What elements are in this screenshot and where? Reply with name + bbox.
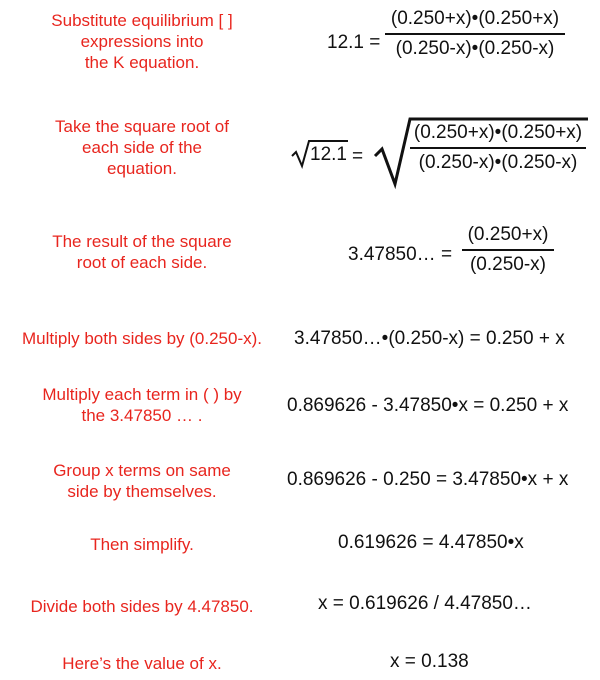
step-7-note-line-1: Then simplify.	[90, 535, 194, 554]
step-1-note-line-1: Substitute equilibrium [ ]	[51, 11, 233, 30]
step-6-equation: 0.869626 - 0.250 = 3.47850•x + x	[287, 469, 569, 490]
step-9-note-line-1: Here’s the value of x.	[62, 654, 222, 673]
step-2-note	[0, 116, 284, 179]
step-1-lhs: 12.1 =	[327, 32, 381, 53]
step-3-note	[0, 231, 284, 273]
step-2-fraction	[410, 122, 586, 174]
step-3-fraction	[462, 224, 554, 276]
step-3-note-line-2: root of each side.	[76, 253, 208, 272]
step-1-denominator: (0.250-x)•(0.250-x)	[395, 38, 555, 59]
step-4-note	[0, 328, 284, 349]
step-2-note-line-2: each side of the	[81, 138, 203, 157]
step-8-note-line-1: Divide both sides by 4.47850.	[30, 597, 254, 616]
step-8-equation: x = 0.619626 / 4.47850…	[318, 593, 532, 614]
step-5-note-line-2: the 3.47850 … .	[81, 406, 203, 425]
step-1-fraction	[385, 8, 565, 60]
step-6-note-line-2: side by themselves.	[67, 482, 217, 501]
step-5-equation: 0.869626 - 3.47850•x = 0.250 + x	[287, 395, 569, 416]
step-4-equation: 3.47850…•(0.250-x) = 0.250 + x	[294, 328, 565, 349]
step-2-numerator: (0.250+x)•(0.250+x)	[413, 122, 583, 143]
fraction-bar	[410, 147, 586, 149]
step-9-note	[0, 653, 284, 674]
fraction-bar	[385, 33, 565, 35]
step-2-lhs-equals: =	[352, 146, 364, 167]
step-4-note-line-1: Multiply both sides by (0.250-x).	[22, 329, 262, 348]
step-7-note	[0, 534, 284, 555]
step-3-denominator: (0.250-x)	[469, 254, 547, 275]
step-2-denominator: (0.250-x)•(0.250-x)	[418, 152, 578, 173]
step-1-note	[0, 10, 284, 73]
step-9-equation: x = 0.138	[390, 651, 469, 672]
step-3-lhs: 3.47850… =	[348, 244, 453, 265]
step-5-note	[0, 384, 284, 426]
step-1-numerator: (0.250+x)•(0.250+x)	[390, 8, 560, 29]
step-2-lhs-radicand: 12.1	[310, 144, 347, 165]
step-1-note-line-3: the K equation.	[84, 53, 200, 72]
step-7-equation: 0.619626 = 4.47850•x	[338, 532, 524, 553]
step-8-note	[0, 596, 284, 617]
step-2-note-line-3: equation.	[107, 159, 177, 178]
step-3-note-line-1: The result of the square	[52, 232, 232, 251]
fraction-bar	[462, 249, 554, 251]
step-1-note-line-2: expressions into	[80, 32, 204, 51]
step-6-note	[0, 460, 284, 502]
step-6-note-line-1: Group x terms on same	[53, 461, 231, 480]
step-2-note-line-1: Take the square root of	[55, 117, 229, 136]
step-3-numerator: (0.250+x)	[467, 224, 549, 245]
step-5-note-line-1: Multiply each term in ( ) by	[42, 385, 242, 404]
